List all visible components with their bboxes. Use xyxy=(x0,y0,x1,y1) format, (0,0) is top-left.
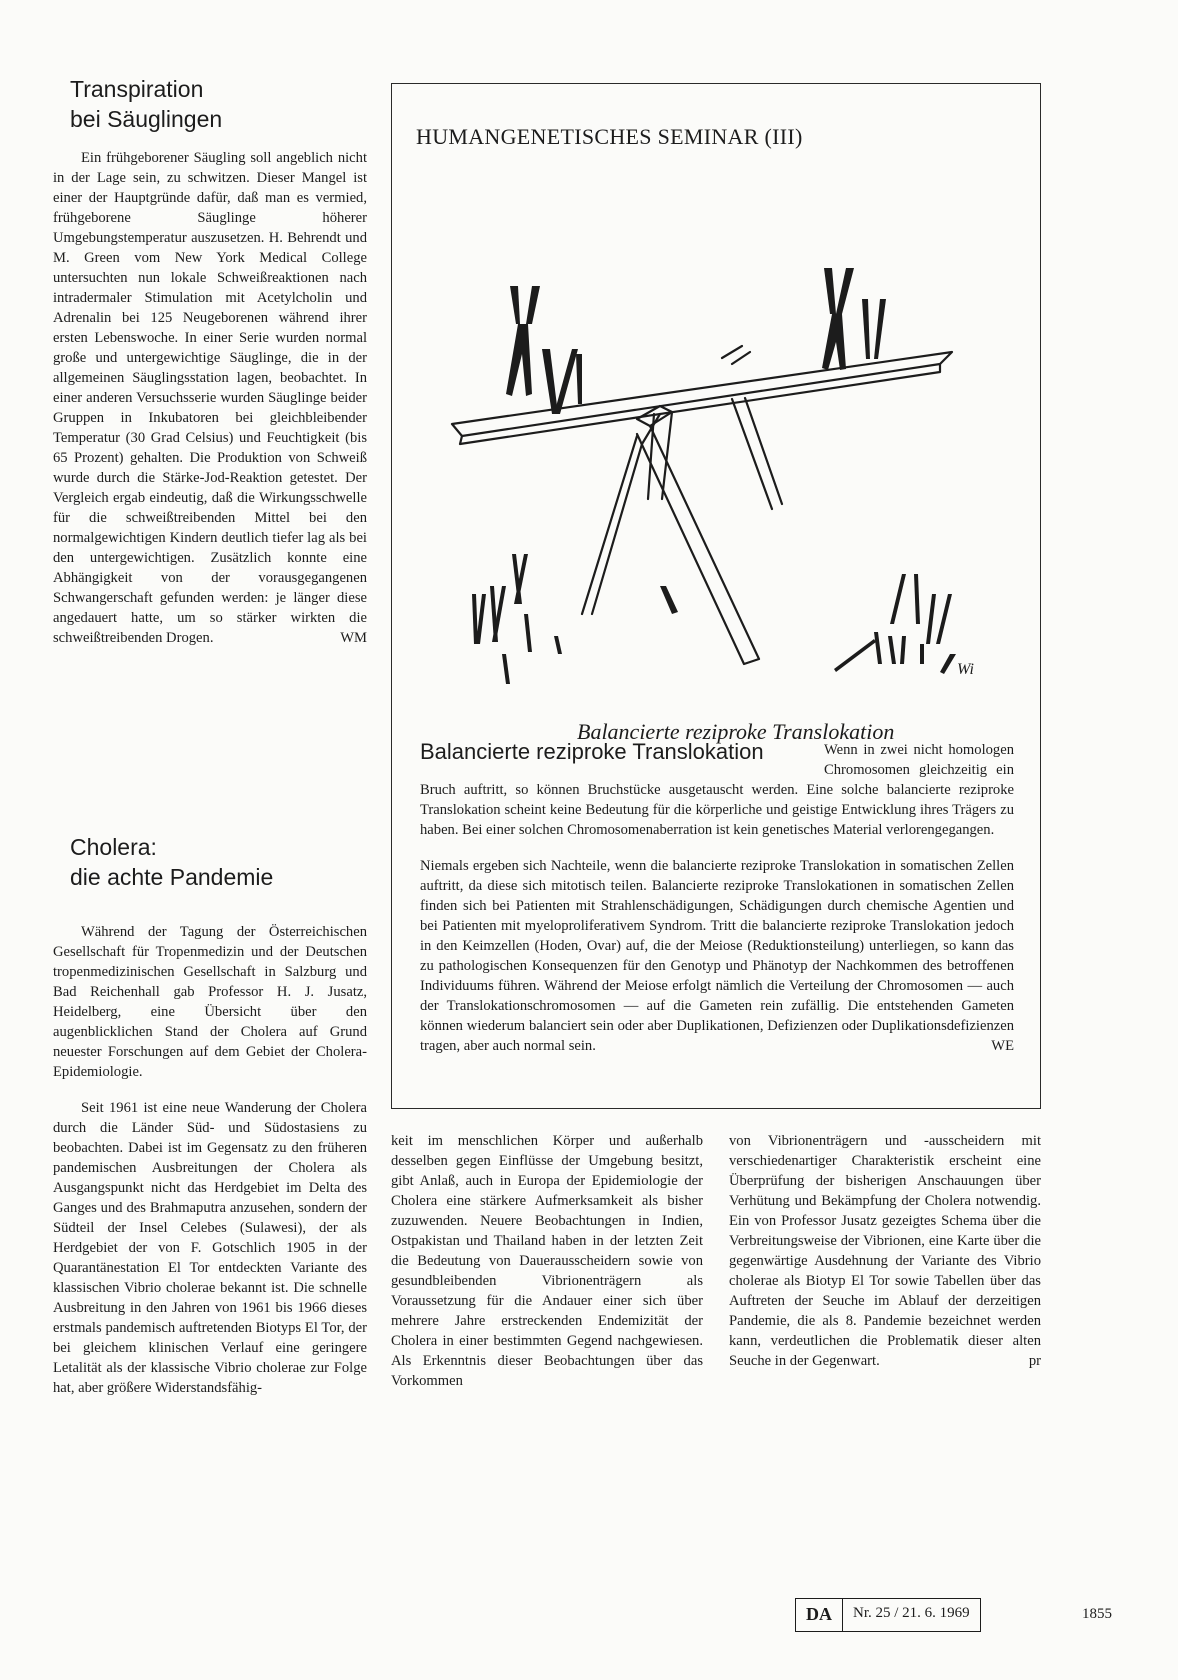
journal-logo: DA xyxy=(796,1599,843,1631)
author-signature: WE xyxy=(991,1038,1014,1054)
illustration-caption: Balancierte reziproke Translokation xyxy=(577,719,895,744)
paragraph: von Vibrionenträgern und -ausscheidern mit verschiedenartiger Charakteristik erscheint eine Überprüfung der bisherigen Anschauungen über Verhütung und Bekämpfung der Cholera notwendig. Ein von Professor Jusatz gezeigtes Schema über die Verbreitungsweise der Vibrionen, eine Karte über die gegenwärtige Ausdehnung der Variante des Vibrio cholerae als Biotyp El Tor sowie Tabellen über das Auftreten der Seuche im Ablauf der derzeitigen Pandemie, die als 8. Pandemie bezeichnet werden kann, verdeutlichen die Problematik dieser alten Seuche in der Gegenwart. xyxy=(729,1133,1041,1369)
seesaw-chromosome-illustration xyxy=(432,174,992,754)
cholera-column-2 xyxy=(391,1131,703,1391)
author-signature: pr xyxy=(1028,1353,1041,1369)
title-line-1: Transpiration xyxy=(70,76,204,102)
page-number: 1855 xyxy=(1082,1606,1112,1622)
paragraph: Seit 1961 ist eine neue Wanderung der Cholera durch die Länder Süd- und Südostasiens zu beobachten. Dabei ist im Gegensatz zu den früheren pandemischen Ausbreitungen der Cholera als Ausgangspunkt nicht das Herdgebiet im Delta des Ganges und des Brahmaputra anzusehen, sondern der Südteil der Insel Celebes (Sulawesi), der als Herdgebiet der von F. Gotschlich 1905 in der Quarantänestation El Tor entdeckten Variante des klassischen Vibrio cholerae bekannt ist. Die schnelle Ausbreitung in den Jahren von 1961 bis 1966 dieses erstmals pandemisch auftretenden Biotyps El Tor, der bei gleichem klinischen Verlauf eine geringere Letalität als der klassische Vibrio cholerae zur Folge hat, aber größere Widerstandsfähig- xyxy=(53,1100,367,1396)
title-line-2: die achte Pandemie xyxy=(70,864,274,890)
seminar-subheading: Balancierte reziproke Translokation xyxy=(420,739,764,764)
title-line-1: Cholera: xyxy=(70,834,157,860)
journal-footer xyxy=(795,1598,981,1632)
seminar-title: HUMANGENETISCHES SEMINAR (III) xyxy=(416,124,803,149)
article-body xyxy=(53,148,367,648)
paragraph: Während der Tagung der Österreichischen Gesellschaft für Tropenmedizin und der Deutschen tropenmedizinischen Gesellschaft in Salzburg und Bad Reichenhall gab Professor H. J. Jusatz, Heidelberg, eine Übersicht über den augenblicklichen Stand der Cholera auf Grund neuester Forschungen auf dem Gebiet der Cholera-Epidemiologie. xyxy=(53,924,367,1080)
author-signature: WM xyxy=(340,630,367,646)
illustration-label: Wi xyxy=(957,661,974,678)
cholera-column-1 xyxy=(53,922,367,1398)
seminar-text xyxy=(420,740,1014,1056)
article-transpiration xyxy=(70,74,370,134)
title-line-2: bei Säuglingen xyxy=(70,106,223,132)
article-title xyxy=(70,832,370,892)
paragraph: Wenn in zwei nicht homologen Chromosomen gleichzeitig ein Bruch auftritt, so können Bruchstücke ausgetauscht werden. Eine solche balancierte reziproke Translokation scheint keine Bedeutung für die körperliche und geistige Entwicklung ihres Trägers zu haben. Bei einer solchen Chromosomenaberration ist kein genetisches Material verlorengegangen. xyxy=(420,742,1014,838)
paragraph: keit im menschlichen Körper und außerhalb desselben gegen Einflüsse der Umgebung besitzt, gibt Anlaß, auch in Europa der Epidemiologie der Cholera eine stärkere Aufmerksamkeit als bisher zuzuwenden. Neuere Beobachtungen in Indien, Ostpakistan und Thailand haben in der letzten Zeit die Bedeutung von Dauerausscheidern sowie von gesundbleibenden Vibrionenträgern als Voraussetzung für die Andauer einer sich über mehrere Jahre erstreckenden Endemizität der Cholera in einer bestimmten Gegend nachgewiesen. Als Erkenntnis dieser Beobachtungen über das Vorkommen xyxy=(391,1133,703,1389)
issue-info: Nr. 25 / 21. 6. 1969 xyxy=(853,1605,970,1621)
seminar-box xyxy=(391,83,1041,1109)
article-title xyxy=(70,74,370,134)
article-text: Ein frühgeborener Säugling soll angeblich nicht in der Lage sein, zu schwitzen. Dieser Mangel ist einer der Hauptgründe dafür, daß man es vermied, frühgeborene Säuglinge höherer Umgebungstemperatur auszusetzen. H. Behrendt und M. Green vom New York Medical College untersuchten nun lokale Schweißreaktionen nach intradermaler Stimulation mit Acetylcholin und Adrenalin bei 125 Neugeborenen während ihrer ersten Lebenswoche. In einer Serie wurden normal große und untergewichtige Säuglinge, die in der allgemeinen Säuglingsstation lagen, beobachtet. In einer anderen Versuchsserie wurden Säuglinge beider Gruppen in Inkubatoren bei gleichbleibender Temperatur (30 Grad Celsius) und Feuchtigkeit (bis 65 Prozent) gehalten. Die Produktion von Schweiß wurde durch die Stärke-Jod-Reaktion getestet. Der Vergleich ergab eindeutig, daß die Wirkungsschwelle für die schweißtreibenden Mittel bei den normalgewichtigen Kindern deutlich tiefer lag als bei den untergewichtigen. Zusätzlich konnte eine Abhängigkeit von der vorausgegangenen Schwangerschaft gefunden werden: je länger diese angedauert hatte, um so stärker wirkten die schweißtreibenden Drogen. xyxy=(53,150,367,646)
cholera-column-3 xyxy=(729,1131,1041,1371)
article-cholera xyxy=(70,832,370,892)
paragraph: Niemals ergeben sich Nachteile, wenn die balancierte reziproke Translokation in somatischen Zellen auftritt, da diese sich mitotisch teilen. Balancierte reziproke Translokationen in somatischen Zellen finden sich bei Patienten mit Strahlenschädigungen, Schädigungen durch chemische Agentien und bei Patienten mit myeloproliferativem Syndrom. Tritt die balancierte reziproke Translokation jedoch in den Keimzellen (Hoden, Ovar) auf, die der Meiose (Reduktionsteilung) unterliegen, so kann das zu pathologischen Konsequenzen für den Genotyp und Phänotyp der Nachkommen des betroffenen Individuums führen. Während der Meiose erfolgt nämlich die Verteilung der Chromosomen — auch der Translokationschromosomen — auf die Gameten rein zufällig. Die entstehenden Gameten können wiederum balanciert sein oder aber Duplikationen, Defizienzen oder Duplikationsdefizienzen tragen, aber auch normal sein. xyxy=(420,858,1014,1054)
